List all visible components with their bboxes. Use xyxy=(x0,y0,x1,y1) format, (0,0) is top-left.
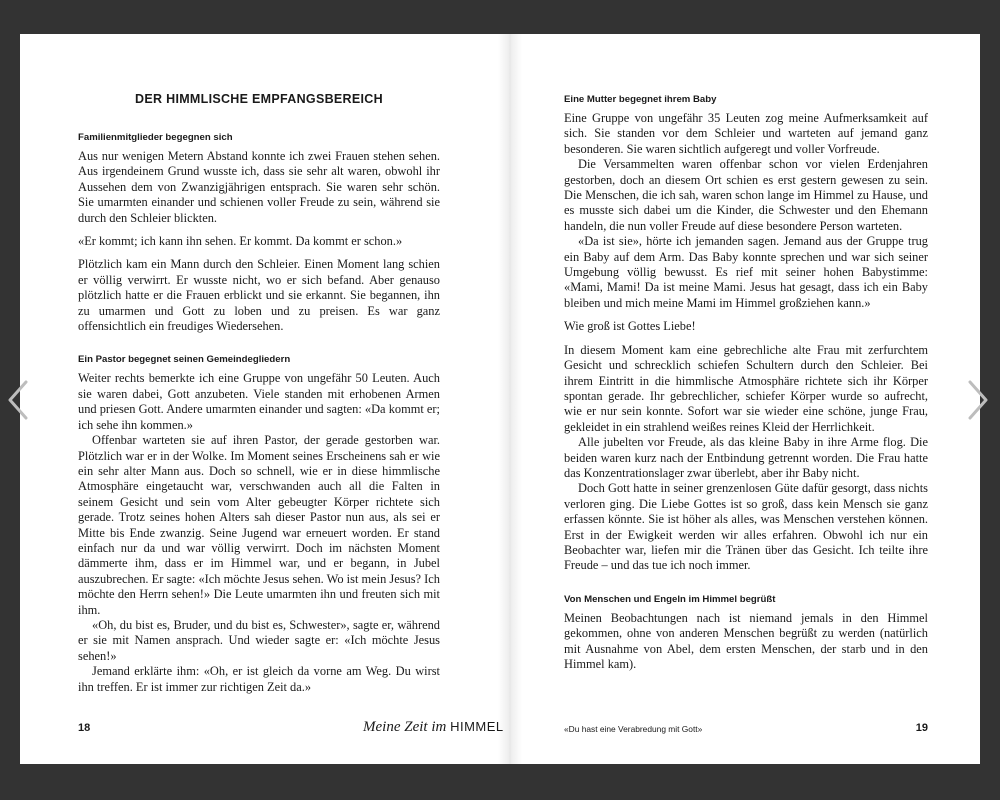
paragraph: Offenbar warteten sie auf ihren Pastor, der gerade gestorben war. Plötzlich war er in der Wolke. Im Moment seines Erscheinens sah er wie ein sehr alter Mann aus. Doch so schnell, wie er in diese himmlische Atmosphäre eingetaucht war, verschwanden auch all die Falten in seinem Gesicht und sein vom Alter gebeugter Körper richtete sich gerade. Trotz seines hohen Alters sah dieser Pastor nun aus, als sei er Mitte bis Ende zwanzig. Seine Jugend war erneuert worden. Er stand einfach nur da und war völlig verwirrt. Doch im nächsten Moment dämmerte ihm, dass er im Himmel war, und er begann, in Jubel auszubrechen. Er sagte: «Ich möchte Jesus sehen. Wo ist mein Jesus? Ich möchte den Herrn sehen!» Die Leute umarmten ihn und freuten sich mit ihm. xyxy=(78,433,440,617)
paragraph: Wie groß ist Gottes Liebe! xyxy=(564,319,696,334)
paragraph: Jemand erklärte ihm: «Oh, er ist gleich da vorne am Weg. Du wirst ihn treffen. Er ist immer zur richtigen Zeit da.» xyxy=(78,664,440,694)
paragraph: Plötzlich kam ein Mann durch den Schleier. Einen Moment lang schien er völlig verwirrt. Er wusste nicht, wo er sich befand. Aber genauso plötzlich hatte er die Frauen erblickt und sie erkannt. Sie begannen, ihn zu umarmen und Gott zu loben und zu preisen. Es war ganz offensichtlich ein freudiges Wiedersehen. xyxy=(78,257,440,334)
chevron-right-icon xyxy=(964,380,992,420)
book-title-caps: HIMMEL xyxy=(450,719,504,734)
paragraph: «Oh, du bist es, Bruder, und du bist es, Schwester», sagte er, während er sie mit Namen ansprach. Und wieder sagte er: «Ich möchte Jesus sehen!» xyxy=(78,617,440,663)
paragraph: Doch Gott hatte in seiner grenzenlosen Güte dafür gesorgt, dass nichts verloren ging. Die Liebe Gottes ist so groß, dass kein Mensch sie ganz erfassen könnte. Sie ist höher als alles, was Menschen verstehen können. Erst in der Ewigkeit werden wir alles erfahren. Obwohl ich nur ein Beobachter war, liefen mir die Tränen über das Gesicht. Ich teilte ihre Freude – und das tue ich noch immer. xyxy=(564,481,928,573)
paragraph: Meinen Beobachtungen nach ist niemand jemals in den Himmel gekommen, ohne von anderen Menschen begrüßt zu werden (natürlich mit Ausnahme von Abel, dem ersten Menschen, der starb und in den Himmel kam). xyxy=(564,610,928,671)
page-number-left: 18 xyxy=(78,722,91,734)
paragraph: In diesem Moment kam eine gebrechliche alte Frau mit zerfurchtem Gesicht und schrecklich schiefen Schultern durch den Schleier. Bei ihrem Eintritt in die himmlische Atmosphäre richtete sich ihr Körper spontan gerade. Ihr gebrechlicher, schiefer Körper wurde so aufrecht, wie er nur sein konnte. Sofort war sie wieder eine schöne, junge Frau, gekleidet in ein strahlend weißes reines Kleid der Herrlichkeit. xyxy=(564,342,928,434)
quote-paragraph: «Er kommt; ich kann ihn sehen. Er kommt. Da kommt er schon.» xyxy=(78,234,403,249)
page-gutter xyxy=(498,34,522,764)
paragraph: Die Versammelten waren offenbar schon vor vielen Erdenjahren gestorben, doch an diesem Ort schien es erst gestern gewesen zu sein. Die Menschen, die ich sah, waren schon lange im Himmel zu Hause, und es musste sich dabei um die Kinder, die Schwester und den Ehemann handeln, die nun voller Freude auf diese besondere Person warteten. xyxy=(564,157,928,233)
left-page xyxy=(78,34,504,764)
section-heading-pastor: Ein Pastor begegnet seinen Gemeindegliedern xyxy=(78,354,291,366)
paragraph: «Da ist sie», hörte ich jemanden sagen. Jemand aus der Gruppe trug ein Baby auf dem Arm. Das Baby konnte sprechen und war sich seiner Umgebung völlig bewusst. Es rief mit seiner hohen Babystimme: «Mami, Mami! Da ist meine Mami. Jesus hat gesagt, dass ich ein Baby bleiben und mich meine Mami im Himmel großziehen kann.» xyxy=(564,234,928,310)
next-page-button[interactable] xyxy=(964,380,992,420)
book-spread xyxy=(20,34,980,764)
page-number-right: 19 xyxy=(915,722,928,734)
section-heading-greeted: Von Menschen und Engeln im Himmel begrüßt xyxy=(564,593,776,605)
paragraph: Eine Gruppe von ungefähr 35 Leuten zog meine Aufmerksamkeit auf sich. Sie standen vor dem Schleier und warteten auf jemand ganz besonderen. Sie waren sichtlich aufgeregt und voller Vorfreude. xyxy=(564,111,928,156)
paragraph: Aus nur wenigen Metern Abstand konnte ich zwei Frauen stehen sehen. Aus irgendeinem Grund wusste ich, dass sie sehr alt waren, obwohl ihr Aussehen dem von Zwanzigjährigen entsprach. Sie waren sehr schön. Sie umarmten einander und schienen voller Freude zu sein, während sie durch den Schleier blickten. xyxy=(78,149,440,225)
chapter-title: DER HIMMLISCHE EMPFANGSBEREICH xyxy=(135,92,383,106)
section-heading-mother: Eine Mutter begegnet ihrem Baby xyxy=(564,94,717,105)
previous-page-button[interactable] xyxy=(4,380,32,420)
section-heading-family: Familienmitglieder begegnen sich xyxy=(78,132,233,143)
paragraph: Alle jubelten vor Freude, als das kleine Baby in ihre Arme flog. Die beiden waren kurz nach der Entbindung getrennt worden. Die Frau hatte das Konzentrationslager zwar überlebt, aber ihr Baby nicht. xyxy=(564,435,928,480)
book-title xyxy=(363,719,504,736)
paragraph: Weiter rechts bemerkte ich eine Gruppe von ungefähr 50 Leuten. Auch sie waren dabei, Gott anzubeten. Viele standen mit erhobenen Armen und priesen Gott. Andere umarmten einander und sagten: «Da kommt er; ich sehe ihn kommen.» xyxy=(78,371,440,432)
right-page xyxy=(564,34,928,764)
running-head: «Du hast eine Verabredung mit Gott» xyxy=(564,724,703,734)
book-title-script: Meine Zeit im xyxy=(363,719,447,735)
chevron-left-icon xyxy=(4,380,32,420)
